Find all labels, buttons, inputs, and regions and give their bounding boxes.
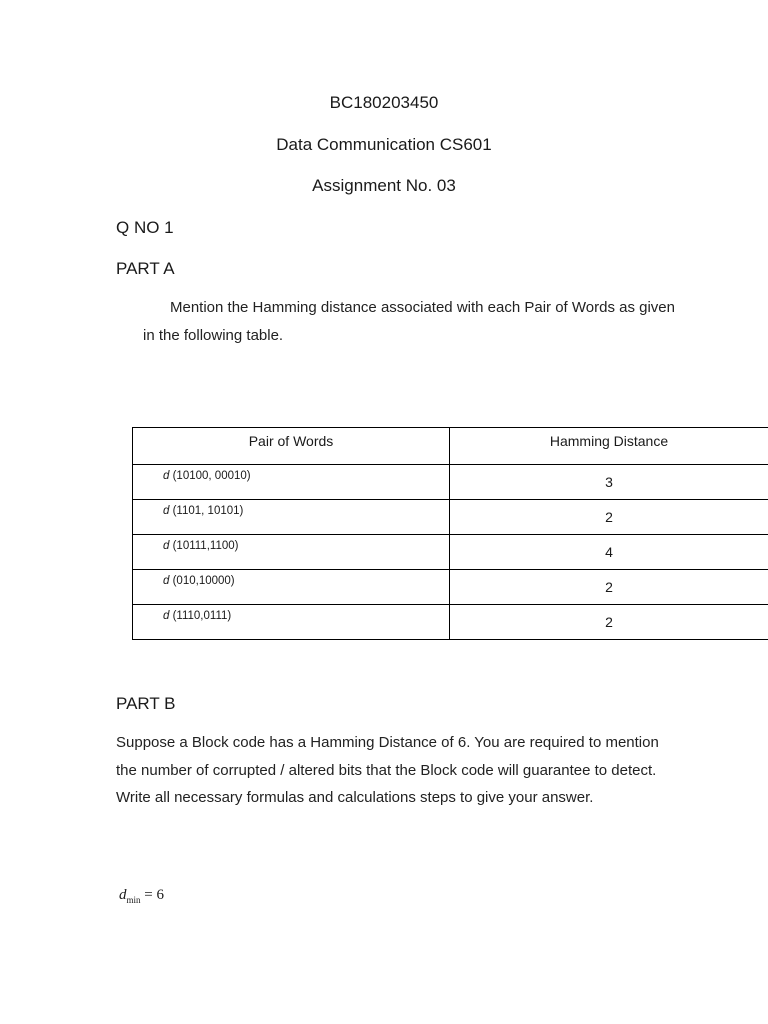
assignment-title: Assignment No. 03 — [312, 176, 456, 195]
pair-value: (1110,0111) — [169, 610, 232, 622]
pair-cell — [133, 570, 450, 605]
formula-variable: d — [119, 887, 127, 903]
pair-cell — [133, 500, 450, 535]
pair-value: (10111,1100) — [169, 540, 239, 552]
formula-subscript: min — [126, 895, 141, 905]
dmin-formula — [119, 887, 164, 905]
hamming-table — [132, 427, 768, 640]
distance-cell: 2 — [450, 605, 768, 640]
distance-cell: 2 — [450, 500, 768, 535]
distance-function: d — [163, 470, 170, 482]
pair-value: (10100, 00010) — [169, 470, 251, 482]
part-a-label: PART A — [116, 259, 175, 278]
distance-cell: 3 — [450, 465, 768, 500]
part-a-instruction: Mention the Hamming distance associated with each Pair of Words as given in the following table. — [143, 299, 675, 344]
distance-cell: 4 — [450, 535, 768, 570]
distance-function: d — [163, 610, 170, 622]
table-row — [133, 605, 768, 640]
table-row — [133, 500, 768, 535]
distance-function: d — [163, 575, 170, 587]
part-b-text: Suppose a Block code has a Hamming Distance of 6. You are required to mention the number of corrupted / altered bits that the Block code will guarantee to detect. Write all necessary formulas and calculations steps to give your answer. — [116, 734, 659, 806]
course-title: Data Communication CS601 — [276, 135, 492, 154]
distance-function: d — [163, 540, 170, 552]
header-pair-of-words: Pair of Words — [133, 428, 450, 465]
distance-function: d — [163, 505, 170, 517]
table-row — [133, 535, 768, 570]
table-row — [133, 465, 768, 500]
question-label: Q NO 1 — [116, 218, 174, 237]
table-header-row — [133, 428, 768, 465]
pair-value: (010,10000) — [169, 575, 235, 587]
student-id: BC180203450 — [329, 93, 439, 112]
pair-cell — [133, 465, 450, 500]
distance-cell: 2 — [450, 570, 768, 605]
pair-cell — [133, 605, 450, 640]
part-b-label: PART B — [116, 694, 176, 713]
pair-cell — [133, 535, 450, 570]
header-hamming-distance: Hamming Distance — [450, 428, 768, 465]
pair-value: (1101, 10101) — [169, 505, 244, 517]
table-row — [133, 570, 768, 605]
formula-value: = 6 — [140, 887, 164, 903]
